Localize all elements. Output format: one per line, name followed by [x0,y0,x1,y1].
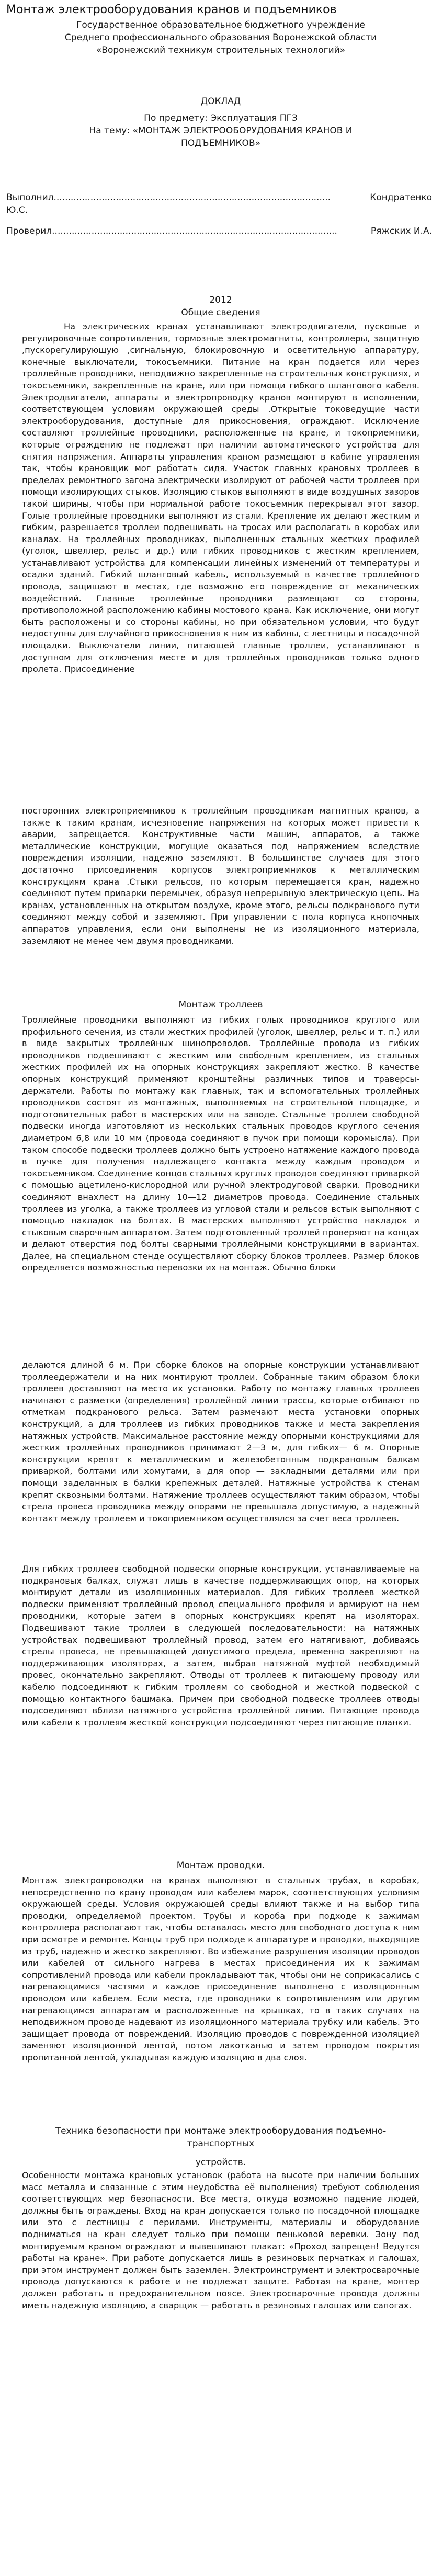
report-topic-line-1: На тему: «МОНТАЖ ЭЛЕКТРООБОРУДОВАНИЯ КРАНОВ И [89,125,353,136]
institution-header [22,19,419,56]
performed-name: Кондратенко [370,192,432,203]
section-title-trolley: Монтаж троллеев [178,1000,263,1010]
paragraph: Троллейные проводники выполняют из гибких голых проводников круглого или профильного сечения, из стали жестких профилей (уголок, швеллер, рельс и т. п.) или в виде закрытых троллейных шинопроводов. Троллейные провода из гибких проводников подвешивают с жестким или свободным креплением, из стальных жестких профилей их на опорных конструкциях закрепляют жестко. В качестве опорных конструкций применяют кронштейны различных типов и траверсы-держатели. Работы по монтажу как главных, так и вспомогательных троллейных проводников состоят из монтажных, выполняемых на строительной площадке, и подготовительных работ в мастерских или на заводе. Стальные троллеи свободной подвески иногда изготовляют из нескольких стальных проводов круглого сечения диаметром 6,8 или 10 мм (провода соединяют в пучок при помощи коромысла). При таком способе подвески троллеев должно быть устроено натяжение каждого провода в пучке для получения надлежащего контакта между каждым проводом и токосъемником. Соединение концов стальных круглых проводов соединяют приваркой с помощью ацетилено-кислородной или ручной электродуговой сварки. Проводники соединяют внахлест на длину 10—12 диаметров провода. Соединение стальных троллеев из уголка, а также троллеев из угловой стали и рельсов встык выполняют с помощью накладок на болтах. В мастерских выполняют устройство накладок и стыковым сварочным аппаратом. Затем подготовленный троллей проверяют на концах и делают отверстия под болты сварными троллейными конструкциями в вариантах. Далее, на специальном стенде осуществляют сборку блоков троллеев. Размер блоков определяется возможностью перевозки их на монтаж. Обычно блоки [22,1015,419,1273]
section-wiring-body [22,1875,419,2064]
section-safety-body [22,2170,419,2311]
section-title-wiring: Монтаж проводки. [176,1860,265,1871]
section-trolley-continued [22,1359,419,1525]
section-general-continued [22,805,419,947]
report-year: 2012 [209,295,232,305]
safety-title-line-2: устройств. [195,2157,246,2168]
checked-name: Ряжских И.А. [370,226,432,236]
paragraph: делаются длиной 6 м. При сборке блоков на опорные конструкции устанавливают троллеедержатели и на них монтируют троллеи. Собранные таким образом блоки троллеев доставляют на место их установки. Работу по монтажу главных троллеев начинают с разметки (определения) троллейной линии трассы, которые отбивают по отметкам подкранового рельса. Затем размечают места установки опорных конструкций, а для троллеев из гибких проводников также и места закрепления натяжных устройств. Максимальное расстояние между опорными конструкциями для жестких троллейных проводников принимают 2—3 м, для гибких— 6 м. Опорные конструкции крепят к металлическим и железобетонным подкрановым балкам приваркой, болтами или хомутами, а для опор — закладными деталями или при помощи заделанных в балки крепежных деталей. Натяжные устройства к стенам крепят сквозными болтами. Натяжение троллеев осуществляют таким образом, чтобы стрела провеса проводника между опорами не превышала допустимую, а надежный контакт между троллеем и токоприемником осуществлялся за счет веса троллеев. [22,1360,419,1524]
report-title-block [22,95,419,150]
paragraph: Особенности монтажа крановых установок (работа на высоте при наличии больших масс металла и связанные с этим неудобства её выполнения) требуют соблюдения соответствующих мер безопасности. Все места, откуда возможно падение людей, должны быть ограждены. Вход на кран допускается только по посадочной площадке или это с лестницы с перилами. Инструменты, материалы и оборудование подниматься на кран следует только при помощи пеньковой веревки. Зону под монтируемым краном ограждают и вывешивают плакат: «Проход запрещен! Ведутся работы на кране». При работе допускается лишь в резиновых перчатках и галошах, при этом инструмент должен быть заземлен. Электроинструмент и электросварочные провода допускаются к работе и не подлежат защите. Работая на кране, монтер должен работать в предохранительном поясе. Электросварочные провода должны иметь надежную изоляцию, а сварщик — работать в резиновых галошах или сапогах. [22,2170,419,2310]
paragraph: На электрических кранах устанавливают электродвигатели, пусковые и регулировочные сопротивления, тормозные электромагниты, контроллеры, защитную ,пускорегулирующую ,сигнальную, блокировочную и осветительную аппаратуру, конечные выключатели, токосъемники. Питание на кран подается или через троллейные проводники, неподвижно закрепленные на строительных конструкциях, и токосъемники, закрепленные на кране, или при помощи гибкого шлангового кабеля. Электродвигатели, аппараты и электропроводку кранов монтируют в исполнении, соответствующем условиям окружающей среды .Открытые токоведущие части электрооборудования, доступные для прикосновения, ограждают. Исключение составляют троллейные проводники, расположенные на кране, и токоприемники, которые ограждению не подлежат при наличии автоматического устройства для снятия напряжения. Аппараты управления краном размещают в кабине управления так, чтобы крановщик мог работать сидя. Участок главных крановых троллеев в пределах ремонтного загона электрически изолируют от рабочей части троллеев при помощи изолирующих стыков. Изоляцию стыков выполняют в виде воздушных зазоров такой ширины, чтобы при нормальной работе токосъемник перекрывал этот зазор. Голые троллейные проводники выполняют из стали. Крепление их делают жестким и гибким, разрешается троллеи подвешивать на тросах или располагать в коробах или каналах. На троллейных проводниках, выполненных стальных жестких профилей (уголок, швеллер, рельс и др.) или гибких проводников с жестким креплением, устанавливают устройства для компенсации линейных изменений от температуры и осадки зданий. Гибкий шланговый кабель, используемый в качестве троллейного провода, защищают в местах, где возможно его повреждение от механических воздействий. Главные троллейные проводники размещают со стороны, противоположной расположению кабины мостового крана. Как исключение, они могут быть расположены и со стороны кабины, но при обязательном условии, что будут недоступны для случайного прикосновения к ним из кабины, с лестницы и посадочной площадки. Выключатели линии, питающей главные троллеи, устанавливают в доступном для отключения месте и для троллейных проводников только одного пролета. Присоединение [22,322,419,674]
report-subject: По предмету: Эксплуатация ПГЗ [144,113,298,123]
performed-label: Выполнил.................................................................................................. [6,192,331,203]
safety-title-line-1: Техника безопасности при монтаже электрооборудования подъемно-транспортных [55,2126,387,2149]
header-line-2: Среднего профессионального образования Воронежской области [64,32,377,43]
section-trolley-body-2 [22,1563,419,1728]
paragraph: Для гибких троллеев свободной подвески опорные конструкции, устанавливаемые на подкрановых балках, служат лишь в качестве поддерживающих опор, на которых монтируют детали из изоляционных материалов. Для гибких троллеев жесткой подвески применяют троллейный провод специального профиля и армируют на нем проводники, которые затем в опорных конструкциях крепят на изоляторах. Подвешивают такие троллеи в следующей последовательности: на натяжных устройствах подвешивают троллейный провод, затем его натягивают, добиваясь стрелы провеса, не превышающей допустимого предела, временно закрепляют на поддерживающих изоляторах, а затем, выбрав натяжной муфтой необходимый провес, окончательно закрепляют. Отводы от троллеев к питающему проводу или кабелю подсоединяют к гибким троллеям со свободной и жесткой подвеской с помощью контактного башмака. Причем при свободной подвеске троллеев отводы подсоединяют вблизи натяжного устройства троллейной линии. Питающие провода или кабели к троллеям жесткой конструкции подсоединяют через питающие планки. [22,1564,419,1727]
performed-initials-row [6,204,435,217]
report-label: ДОКЛАД [200,96,241,107]
document-title: Монтаж электрооборудования кранов и подъемников [6,3,337,16]
section-title-safety [22,2125,419,2169]
performed-by-row [6,191,435,205]
paragraph: посторонних электроприемников к троллейным проводникам магнитных кранов, а также к таким кранам, исчезновение напряжения на которых может привести к аварии, запрещается. Конструктивные части машин, аппаратов, а также металлические конструкции, могущие оказаться под напряжением вследствие повреждения изоляции, надежно заземляют. В большинстве случаев для этого достаточно присоединения корпусов электроприемников к металлическим конструкциям крана .Стыки рельсов, по которым перемещается кран, надежно соединяют путем приварки перемычек, образуя непрерывную электрическую цепь. На кранах, установленных на открытом воздухе, кроме этого, рельсы подкранового пути соединяют между собой и заземляют. При управлении с пола корпуса кнопочных аппаратов управления, если они выполнены не из изоляционного материала, заземляют не менее чем двумя проводниками. [22,806,419,946]
paragraph: Монтаж электропроводки на кранах выполняют в стальных трубах, в коробах, непосредственно по крану проводом или кабелем марок, соответствующих условиям окружающей среды. Условия окружающей среды влияют также и на выбор типа проводки, определяемой проектом. Трубы и короба при подходе к зажимам контроллера располагают так, чтобы оставалось место для свободного доступа к ним при осмотре и ремонте. Концы труб при подходе к аппаратуре и проводки, выходящие из труб, надежно и жестко закрепляют. Во избежание разрушения изоляции проводов или кабелей от сильного нагрева в местах присоединения их к зажимам сопротивлений провода или кабели прокладывают так, чтобы они не соприкасались с нагревающимися частями и каждое присоединение выполнено с изоляционным проводом или кабелем. Если места, где проводники к сопротивлениям или другим нагревающимся аппаратам и расположенные на крышках, то в таких случаях на неподвижном проводе надевают из изоляционного материала трубку или кабель. Это защищает провода от повреждений. Изоляцию проводов с поврежденной изоляцией заменяют изоляционной лентой, потом лакотканью и затем проводом покрытия пропитанной лентой, укладывая каждую изоляцию в два слоя. [22,1875,419,2063]
section-title-general: Общие сведения [181,307,260,318]
performed-initials: Ю.С. [6,205,28,215]
header-line-1: Государственное образовательное бюджетного учреждение [76,20,365,30]
checked-by-row [6,225,435,238]
report-topic-line-2: ПОДЪЕМНИКОВ» [180,138,261,148]
section-general-body [22,321,419,676]
checked-label: Проверил..................................................................................................... [6,226,337,236]
section-trolley-body [22,1014,419,1274]
header-line-3: «Воронежский техникум строительных технологий» [96,45,346,55]
